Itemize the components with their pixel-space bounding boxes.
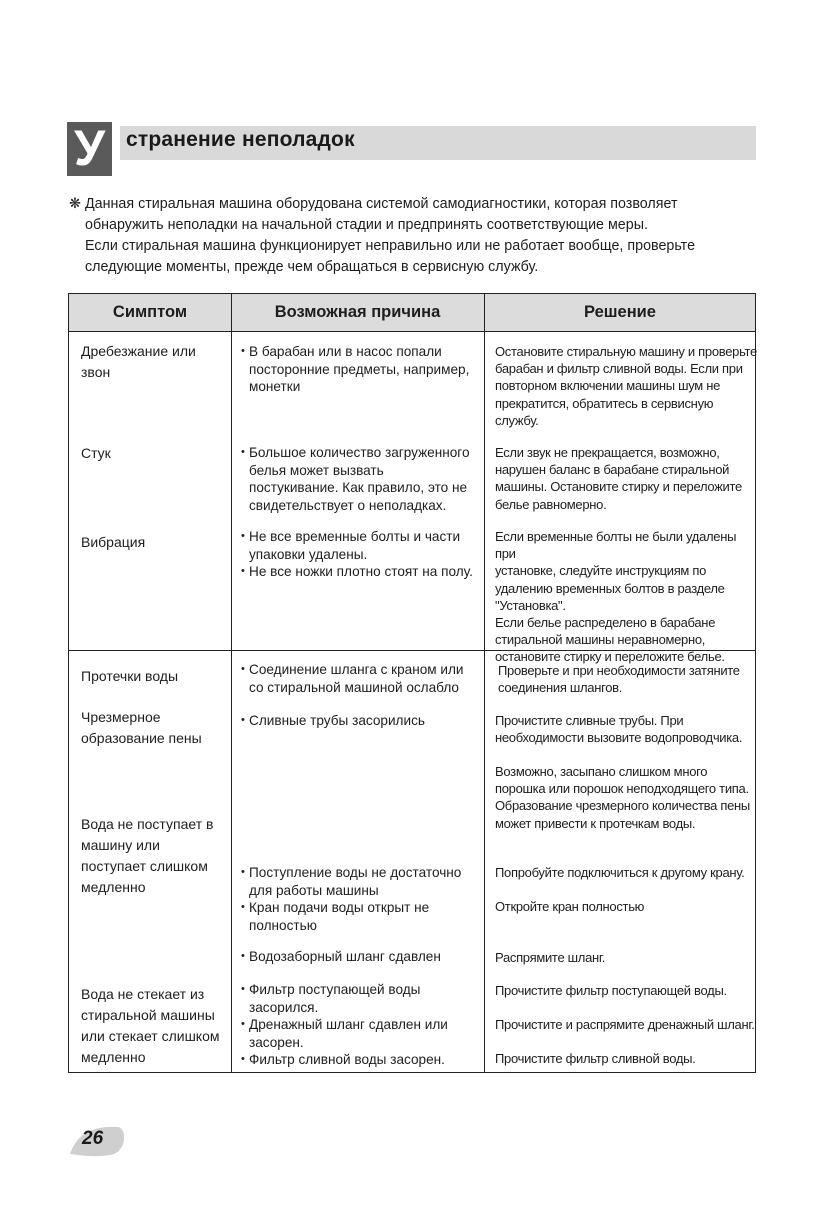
solution-cell: Прочистите фильтр сливной воды. (495, 1051, 696, 1066)
intro-line: обнаружить неполадки на начальной стадии и предпринять соответствующие меры. (85, 217, 648, 233)
page-number: 26 (82, 1128, 104, 1149)
cause-cell: • Не все временные болты и части упаковки удалены. • Не все ножки плотно стоят на полу. (241, 528, 486, 581)
solution-cell: Остановите стиральную машину и проверьте барабан и фильтр сливной воды. Если при повторном включении машины шум не прекратится, обратитесь в сервисную службу. (495, 344, 757, 428)
page-title: странение неполадок (126, 128, 355, 151)
asterisk-icon: ❋ (69, 196, 81, 212)
solution-cell: Откройте кран полностью (495, 899, 645, 914)
cause-cell: • Фильтр поступающей воды засорился. • Дренажный шланг сдавлен или засорен. • Фильтр сливной воды засорен. (241, 981, 486, 1069)
solution-cell: Если звук не прекращается, возможно, нарушен баланс в барабане стиральной машины. Остановите стирку и переложите белье равномерно. (495, 445, 742, 512)
symptom-cell: Вода не стекает из стиральной машины или стекает слишком медленно (81, 986, 220, 1065)
intro-line: Данная стиральная машина оборудована системой самодиагностики, которая позволяет (85, 196, 678, 212)
symptom-cell: Стук (81, 445, 111, 461)
header-symptom: Симптом (112, 303, 188, 321)
symptom-cell: Вода не поступает в машину или поступает слишком медленно (81, 816, 214, 895)
solution-cell: Прочистите и распрямите дренажный шланг. (495, 1017, 755, 1032)
symptom-cell: Вибрация (81, 534, 146, 550)
cause-cell: • Сливные трубы засорились (241, 712, 486, 730)
solution-cell: Проверьте и при необходимости затяните соединения шлангов. (498, 663, 740, 696)
intro-paragraph (69, 194, 769, 278)
solution-cell: Если временные болты не были удалены при установке, следуйте инструкциям по удалению временных болтов в разделе "Установка". Если белье распределено в барабане стиральной машины неравномерно, остановите стирку и переложите белье. (495, 529, 737, 665)
cause-cell: • В барабан или в насос попали посторонние предметы, например, монетки (241, 343, 486, 396)
troubleshooting-table (68, 293, 756, 1073)
solution-cell: Прочистите сливные трубы. При необходимости вызовите водопроводчика. (495, 713, 743, 746)
intro-line: следующие моменты, прежде чем обращаться в сервисную службу. (85, 259, 539, 275)
cause-cell: • Соединение шланга с краном или со стиральной машиной ослабло (241, 661, 486, 696)
symptom-cell: Протечки воды (81, 668, 179, 684)
symptom-cell: Чрезмерное образование пены (81, 709, 202, 746)
symptom-cell: Дребезжание или звон (81, 343, 196, 380)
table-header (69, 294, 755, 332)
solution-cell: Прочистите фильтр поступающей воды. (495, 983, 727, 998)
cause-cell: • Водозаборный шланг сдавлен (241, 948, 486, 966)
solution-cell: Попробуйте подключиться к другому крану. (495, 865, 745, 880)
header-cause: Возможная причина (274, 303, 441, 321)
intro-line: Если стиральная машина функционирует неправильно или не работает вообще, проверьте (85, 238, 696, 254)
solution-cell: Распрямите шланг. (495, 950, 606, 965)
title-initial-letter: У (67, 122, 112, 176)
header-solution: Решение (584, 303, 656, 321)
cause-cell: • Большое количество загруженного белья может вызвать постукивание. Как правило, это не свидетельствует о неполадках. (241, 444, 486, 514)
column-divider (231, 294, 232, 1072)
cause-cell: • Поступление воды не достаточно для работы машины • Кран подачи воды открыт не полностью (241, 864, 486, 934)
solution-cell: Возможно, засыпано слишком много порошка или порошок неподходящего типа. Образование чрезмерного количества пены может привести к протечкам воды. (495, 764, 750, 831)
